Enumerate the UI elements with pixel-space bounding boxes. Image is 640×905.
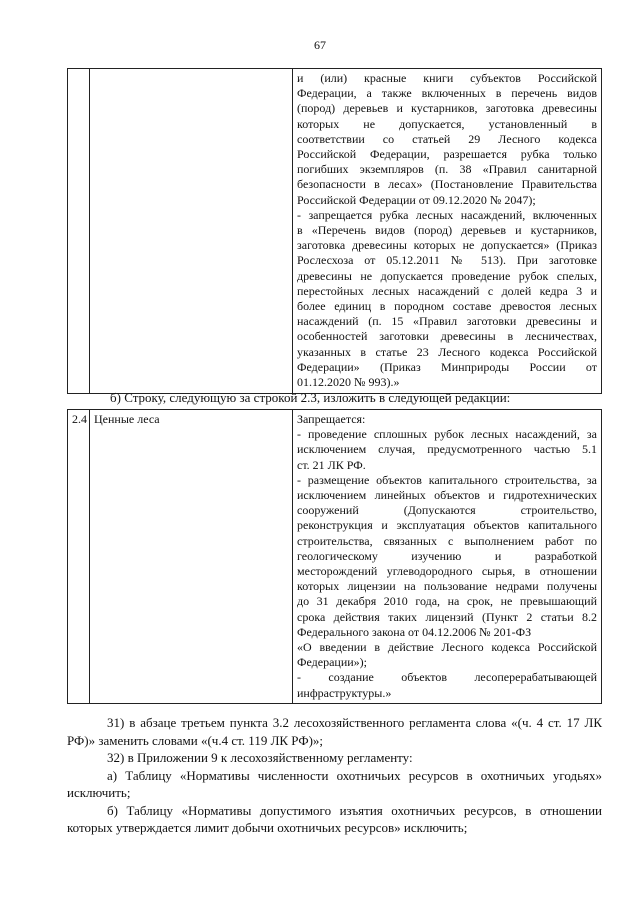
- text-line: - размещение объектов капитального строительства, за: [297, 472, 597, 487]
- forest-category-cell: [90, 69, 293, 394]
- paragraph: а) Таблицу «Нормативы численности охотничьих ресурсов в охотничьих угодьях» исключить;: [67, 767, 602, 800]
- text-line: Российской Федерации от 09.12.2020 № 2047);: [297, 192, 536, 207]
- text-line: Федерации, а также включенных в перечень видов: [297, 86, 597, 101]
- text-line: - создание объектов лесоперерабатывающей: [297, 670, 597, 685]
- amendment-heading: б) Строку, следующую за строкой 2.3, изложить в следующей редакции:: [110, 390, 511, 405]
- text-line: Запрещается:: [297, 412, 366, 426]
- text-line: Федерации»);: [297, 655, 368, 670]
- text-line: 01.12.2020 № 993).»: [297, 375, 400, 390]
- text-line: перестойных лесных насаждений с долей кедра 3 и: [297, 283, 597, 298]
- restrictions-cell: [293, 69, 602, 394]
- regulation-table-new-row: [67, 409, 602, 704]
- text-line: месторождений углеводородного сырья, в отношении: [297, 564, 597, 579]
- text-line: - проведение сплошных рубок лесных насаждений, за: [297, 427, 597, 442]
- text-line: особенностей заготовки древесины в лесничествах,: [297, 329, 597, 344]
- text-line: Российской Федерации, разрешается рубка только: [297, 147, 597, 162]
- table-row: [68, 69, 602, 394]
- text-line: которых не допускается, установленный в: [297, 116, 597, 131]
- text-line: заготовка древесины которых не допускается» (Приказ: [297, 238, 597, 253]
- row-number-cell: 2.4: [68, 410, 90, 704]
- paragraph: 32) в Приложении 9 к лесохозяйственному регламенту:: [107, 750, 413, 765]
- regulation-table-continued: [67, 68, 602, 394]
- text-line: Рослесхоза от 05.12.2011 № 513). При заготовке: [297, 253, 597, 268]
- text-line: погибших экземпляров (п. 38 «Правил санитарной: [297, 162, 597, 177]
- text-line: до 31 декабря 2010 года, на срок, не превышающий: [297, 594, 597, 609]
- restrictions-cell: [293, 410, 602, 704]
- text-line: исключением случая, предусмотренного частью 5.1: [297, 442, 597, 457]
- text-line: строительства, связанных с выполнением работ по: [297, 533, 597, 548]
- forest-category-cell: Ценные леса: [90, 410, 293, 704]
- text-line: реконструкция и эксплуатация объектов капитального: [297, 518, 597, 533]
- text-line: указанных в статье 23 Лесного кодекса Российской: [297, 344, 597, 359]
- text-line: древесины не допускается проведение рубок спелых,: [297, 268, 597, 283]
- table-row: [68, 410, 602, 704]
- text-line: геологическому изучению и разработкой: [297, 548, 597, 563]
- amendment-paragraphs: [67, 714, 602, 837]
- text-line: «О введении в действие Лесного кодекса Российской: [297, 640, 597, 655]
- text-line: в «Перечень видов (пород) деревьев и кустарников,: [297, 223, 597, 238]
- text-line: и (или) красные книги субъектов Российской: [297, 71, 597, 85]
- text-line: безопасности в лесах» (Постановление Правительства: [297, 177, 597, 192]
- text-line: соответствии со статьей 29 Лесного кодекса: [297, 131, 597, 146]
- text-line: которых лицензии на пользование недрами получены: [297, 579, 597, 594]
- paragraph: 31) в абзаце третьем пункта 3.2 лесохозяйственного регламента слова «(ч. 4 ст. 17 ЛК РФ)» заменить словами «(ч.4 ст. 119 ЛК РФ)»;: [67, 715, 602, 748]
- row-number-cell: [68, 69, 90, 394]
- text-line: ст. 21 ЛК РФ.: [297, 457, 366, 472]
- text-line: (пород) деревьев и кустарников, заготовка древесины: [297, 101, 597, 116]
- text-line: Федерального закона от 04.12.2006 № 201-ФЗ: [297, 624, 532, 639]
- text-line: более единиц в породном составе древостоя лесных: [297, 299, 597, 314]
- paragraph: б) Таблицу «Нормативы допустимого изъятия охотничьих ресурсов, в отношении которых утверждается лимит добычи охотничьих ресурсов» исключить;: [67, 802, 602, 835]
- text-line: Федерации» (Приказ Минприроды России от: [297, 359, 597, 374]
- text-line: срока действия таких лицензий (Пункт 2 статьи 8.2: [297, 609, 597, 624]
- text-line: насаждений (п. 15 «Правил заготовки древесины и: [297, 314, 597, 329]
- text-line: - запрещается рубка лесных насаждений, включенных: [297, 207, 597, 222]
- text-line: исключением линейных объектов и гидротехнических: [297, 488, 597, 503]
- text-line: сооружений (Допускаются строительство,: [297, 503, 597, 518]
- page-number: 67: [314, 38, 326, 52]
- text-line: инфраструктуры.»: [297, 685, 392, 700]
